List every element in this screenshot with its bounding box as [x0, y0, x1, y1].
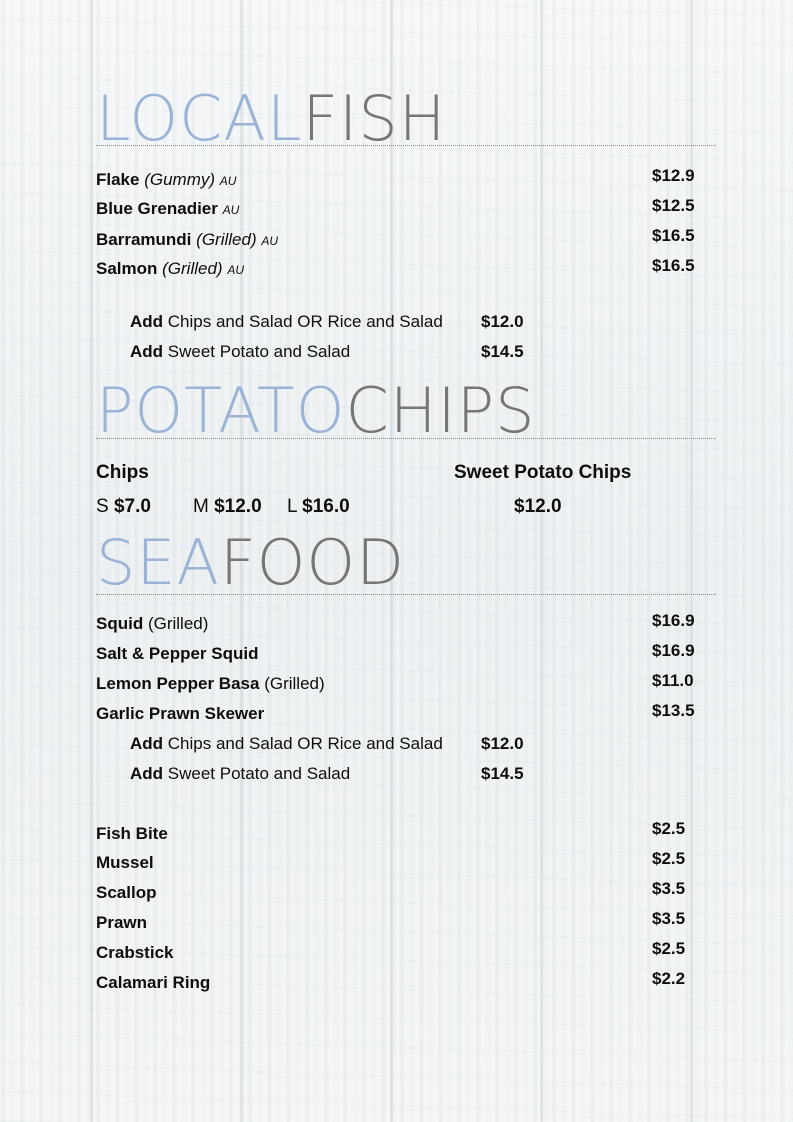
size-medium: M $12.0: [193, 496, 262, 517]
size-small: S $7.0: [96, 496, 151, 517]
menu-item-garlic-prawn-skewer: Garlic Prawn Skewer: [96, 704, 265, 723]
single-item-calamari-ring: Calamari Ring: [96, 973, 211, 992]
price: $3.5: [652, 909, 686, 928]
single-item-prawn: Prawn: [96, 913, 148, 932]
menu-item-salt-pepper-squid: Salt & Pepper Squid: [96, 644, 259, 663]
menu-item-barramundi: Barramundi (Grilled) AU: [96, 230, 279, 249]
price: $2.5: [652, 849, 686, 868]
addon-price: $12.0: [481, 734, 524, 753]
addon-sweet-potato: Add Sweet Potato and Salad: [130, 764, 351, 783]
single-item-scallop: Scallop: [96, 883, 157, 902]
size-large: L $16.0: [287, 496, 350, 517]
divider: [96, 438, 716, 439]
addon-price: $14.5: [481, 764, 524, 783]
price: $12.5: [652, 196, 695, 215]
price: $2.5: [652, 939, 686, 958]
menu-item-salmon: Salmon (Grilled) AU: [96, 259, 244, 278]
addon-price: $12.0: [481, 312, 524, 331]
single-item-mussel: Mussel: [96, 853, 154, 872]
heading-main: FOOD: [219, 526, 405, 599]
price: $2.2: [652, 969, 686, 988]
price: $16.5: [652, 226, 695, 245]
price: $16.5: [652, 256, 695, 275]
price: $13.5: [652, 701, 695, 720]
menu-item-blue-grenadier: Blue Grenadier AU: [96, 199, 240, 218]
price: $11.0: [652, 671, 694, 690]
sweet-potato-price: $12.0: [514, 496, 562, 517]
heading-accent: POTATO: [96, 374, 346, 447]
addon-chips-salad: Add Chips and Salad OR Rice and Salad: [130, 312, 443, 331]
potato-chips-heading: [96, 374, 536, 447]
single-item-fish-bite: Fish Bite: [96, 824, 168, 843]
price: $16.9: [652, 611, 695, 630]
price: $3.5: [652, 879, 686, 898]
addon-chips-salad: Add Chips and Salad OR Rice and Salad: [130, 734, 443, 753]
heading-main: CHIPS: [345, 374, 536, 447]
price: $2.5: [652, 819, 686, 838]
price: $16.9: [652, 641, 695, 660]
chips-label: Chips: [96, 462, 149, 483]
seafood-heading: [96, 526, 405, 599]
addon-price: $14.5: [481, 342, 524, 361]
heading-main: FISH: [302, 82, 447, 155]
menu-item-lemon-pepper-basa: Lemon Pepper Basa (Grilled): [96, 674, 325, 693]
menu-item-flake: Flake (Gummy) AU: [96, 170, 237, 189]
divider: [96, 594, 716, 595]
price: $12.9: [652, 166, 695, 185]
local-fish-heading: [96, 82, 447, 155]
heading-accent: LOCAL: [96, 82, 303, 155]
single-item-crabstick: Crabstick: [96, 943, 174, 962]
divider: [96, 145, 716, 146]
sweet-potato-chips-label: Sweet Potato Chips: [454, 462, 632, 483]
menu-item-squid: Squid (Grilled): [96, 614, 209, 633]
heading-accent: SEA: [96, 526, 220, 599]
addon-sweet-potato: Add Sweet Potato and Salad: [130, 342, 351, 361]
